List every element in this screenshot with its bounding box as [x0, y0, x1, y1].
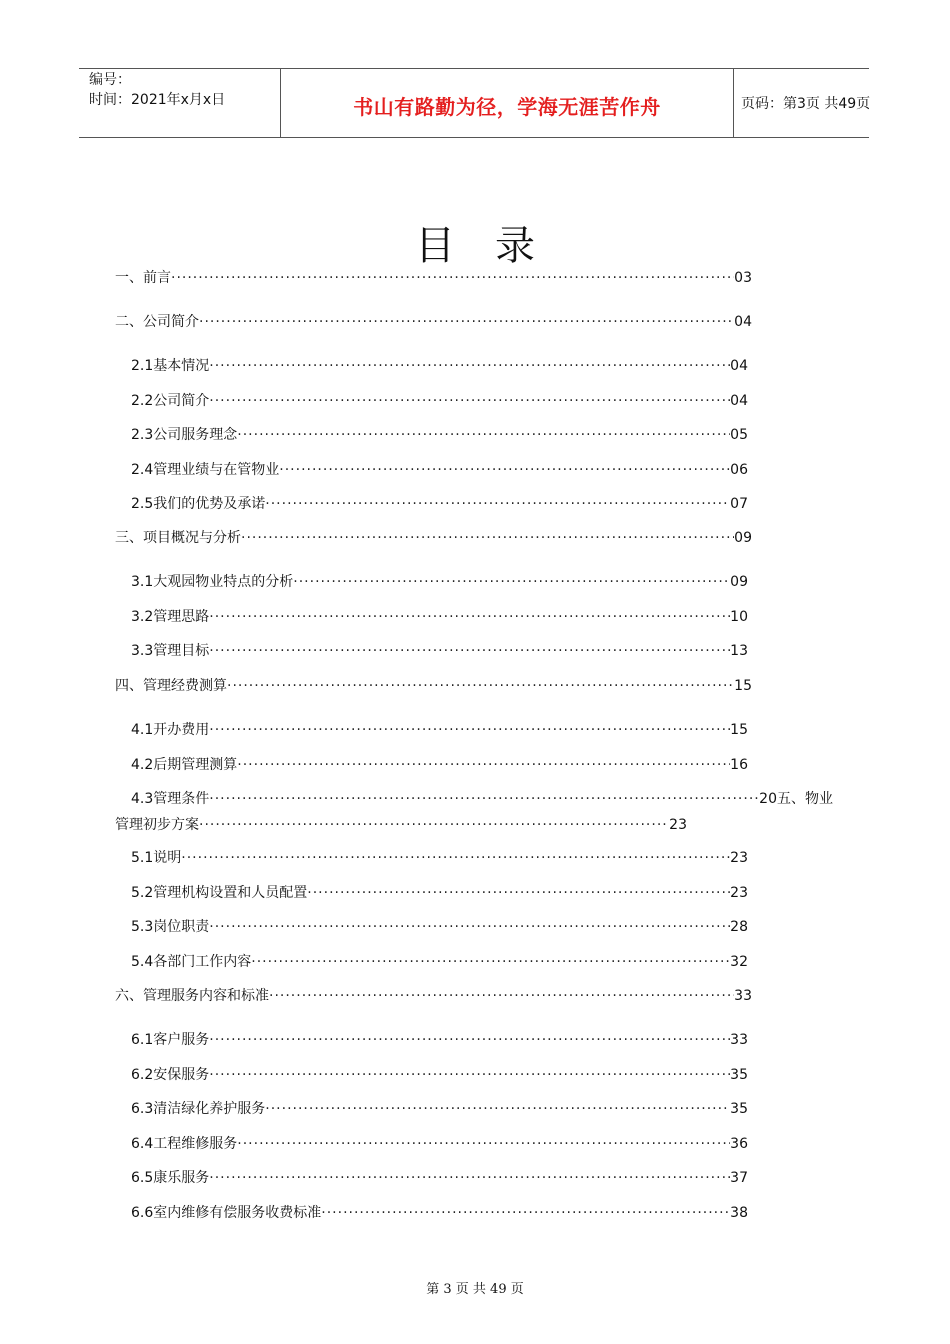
toc-leader: [209, 607, 730, 627]
toc-entry[interactable]: [131, 1065, 748, 1085]
toc-entry-label: 6.3清洁绿化养护服务: [131, 1101, 266, 1117]
toc-entry-label: 三、项目概况与分析: [115, 530, 241, 546]
toc-leader: [199, 312, 734, 332]
toc-leader: [209, 1030, 730, 1050]
toc-entry[interactable]: [131, 917, 748, 937]
toc-entry-label: 六、管理服务内容和标准: [115, 988, 269, 1004]
page-info: 页码：第3页 共49页: [741, 96, 871, 112]
toc-entry-label: 2.1基本情况: [131, 358, 210, 374]
toc-entry[interactable]: [131, 952, 748, 972]
toc-entry-page: 23: [730, 885, 748, 901]
toc-leader: [241, 528, 734, 548]
toc-leader: [181, 848, 730, 868]
time-label: 时间：2021年x月x日: [89, 92, 226, 108]
toc-entry-label: 4.3管理条件: [131, 791, 210, 807]
toc-entry-page: 37: [730, 1170, 748, 1186]
toc-entry-label: 5.2管理机构设置和人员配置: [131, 885, 308, 901]
number-label: 编号：: [89, 72, 131, 88]
toc-entry[interactable]: [131, 356, 748, 376]
toc-entry[interactable]: [131, 572, 748, 592]
toc-leader: [209, 1168, 730, 1188]
toc-entry-page: 10: [730, 609, 748, 625]
toc-entry-label: 6.1客户服务: [131, 1032, 210, 1048]
toc-entry[interactable]: [131, 391, 748, 411]
toc-entry-page: 28: [730, 919, 748, 935]
toc-entry[interactable]: [131, 1099, 748, 1119]
toc-entry-page: 23: [669, 817, 687, 833]
toc-entry-page: 32: [730, 954, 748, 970]
toc-leader: [209, 641, 730, 661]
toc-entry[interactable]: [131, 494, 748, 514]
toc-leader: [227, 676, 734, 696]
toc-entry-label: 5.4各部门工作内容: [131, 954, 252, 970]
toc-entry-page: 38: [730, 1205, 748, 1221]
toc-leader: [307, 883, 730, 903]
toc-leader: [199, 815, 669, 835]
toc-entry-page: 35: [730, 1101, 748, 1117]
toc-entry-label: 2.5我们的优势及承诺: [131, 496, 266, 512]
toc-entry-page: 16: [730, 757, 748, 773]
toc-entry-page: 15: [734, 678, 752, 694]
toc-leader: [251, 952, 730, 972]
toc-entry-page: 36: [730, 1136, 748, 1152]
toc-entry-page: 33: [734, 988, 752, 1004]
toc-entry[interactable]: [131, 883, 748, 903]
toc-leader: [237, 755, 730, 775]
toc-entry[interactable]: [115, 528, 752, 548]
toc-entry-page: 05: [730, 427, 748, 443]
toc-leader: [237, 1134, 730, 1154]
toc-entry-label: 5.1说明: [131, 850, 182, 866]
toc-entry-label: 2.3公司服务理念: [131, 427, 238, 443]
toc-leader: [265, 494, 730, 514]
toc-entry-label: 5.3岗位职责: [131, 919, 210, 935]
toc-entry-label: 3.3管理目标: [131, 643, 210, 659]
toc-entry-label: 4.1开办费用: [131, 722, 210, 738]
toc-leader: [209, 720, 730, 740]
page-footer: 第 3 页 共 49 页: [426, 1282, 524, 1297]
header-page-cell: [733, 69, 869, 137]
toc-entry-label: 管理初步方案: [115, 817, 199, 833]
toc-leader: [237, 425, 730, 445]
toc-entry[interactable]: [115, 815, 687, 835]
toc-entry-label: 6.2安保服务: [131, 1067, 210, 1083]
toc-leader: [209, 356, 730, 376]
toc-entry-page: 09: [734, 530, 752, 546]
toc-entry-label: 2.4管理业绩与在管物业: [131, 462, 280, 478]
toc-entry[interactable]: [131, 460, 748, 480]
toc-leader: [209, 391, 730, 411]
toc-entry-page: 04: [734, 314, 752, 330]
toc-entry-page: 15: [730, 722, 748, 738]
toc-leader: [269, 986, 734, 1006]
toc-entry-label: 6.6室内维修有偿服务收费标准: [131, 1205, 322, 1221]
toc-entry-page: 03: [734, 270, 752, 286]
toc-entry-page: 09: [730, 574, 748, 590]
toc-entry[interactable]: [131, 755, 748, 775]
toc-entry[interactable]: [131, 607, 748, 627]
toc-entry[interactable]: [131, 1203, 748, 1223]
toc-entry[interactable]: [131, 1134, 748, 1154]
toc-entry[interactable]: [131, 641, 748, 661]
toc-entry-label: 一、前言: [115, 270, 171, 286]
toc-leader: [171, 268, 734, 288]
toc-entry-label: 3.2管理思路: [131, 609, 210, 625]
toc-entry-label: 4.2后期管理测算: [131, 757, 238, 773]
toc-entry[interactable]: [115, 676, 752, 696]
toc-entry[interactable]: [131, 848, 748, 868]
header-motto-cell: [280, 69, 734, 137]
toc-leader: [321, 1203, 730, 1223]
toc-leader: [209, 789, 759, 809]
toc-title: 目录: [415, 223, 575, 269]
motto-text: 书山有路勤为径，学海无涯苦作舟: [353, 95, 661, 119]
toc-leader: [293, 572, 730, 592]
toc-entry-page: 23: [730, 850, 748, 866]
toc-entry[interactable]: [115, 986, 752, 1006]
toc-entry-label: 6.5康乐服务: [131, 1170, 210, 1186]
toc-entry-page: 06: [730, 462, 748, 478]
toc-entry-page: 33: [730, 1032, 748, 1048]
toc-entry[interactable]: [131, 425, 748, 445]
toc-leader: [265, 1099, 730, 1119]
toc-leader: [209, 1065, 730, 1085]
toc-entry-page: 13: [730, 643, 748, 659]
toc-leader: [279, 460, 730, 480]
page-header: [79, 68, 869, 138]
toc-entry[interactable]: [131, 1168, 748, 1188]
toc-entry-page: 20五、物业: [759, 791, 833, 807]
toc-entry-label: 3.1大观园物业特点的分析: [131, 574, 294, 590]
toc-leader: [209, 917, 730, 937]
toc-entry-label: 2.2公司简介: [131, 393, 210, 409]
toc-entry-label: 四、管理经费测算: [115, 678, 227, 694]
toc-entry[interactable]: [131, 1030, 748, 1050]
toc-entry-page: 04: [730, 393, 748, 409]
toc-entry-page: 04: [730, 358, 748, 374]
toc-entry-label: 6.4工程维修服务: [131, 1136, 238, 1152]
toc-entry[interactable]: [115, 312, 752, 332]
toc-entry-page: 07: [730, 496, 748, 512]
toc-entry-page: 35: [730, 1067, 748, 1083]
toc-entry-label: 二、公司简介: [115, 314, 199, 330]
header-meta-cell: [79, 69, 280, 137]
toc-entry[interactable]: [131, 720, 748, 740]
toc-entry[interactable]: [131, 789, 833, 809]
toc-entry[interactable]: [115, 268, 752, 288]
